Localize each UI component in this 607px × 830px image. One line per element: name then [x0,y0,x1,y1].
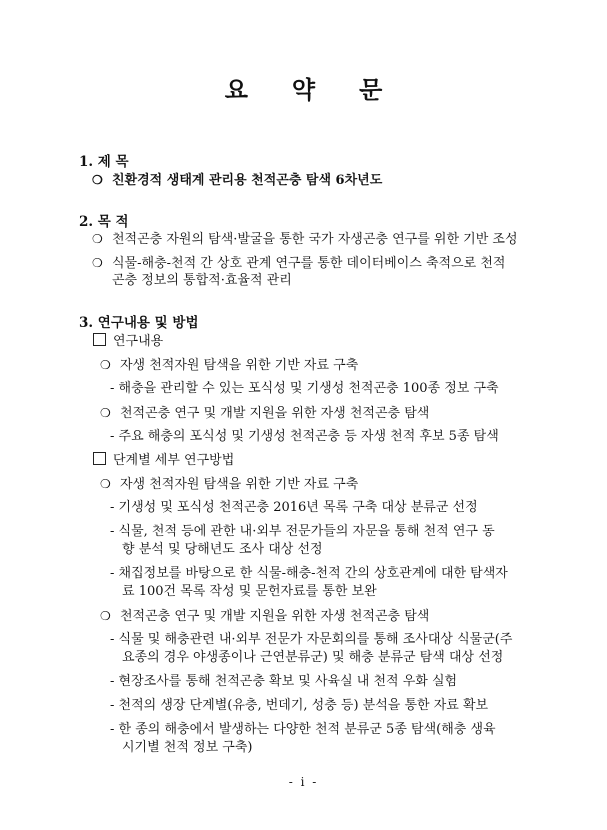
section-3-heading: 3. 연구내용 및 방법 [79,315,199,331]
box-heading-text: 연구내용 [113,334,164,349]
method-subitem-cont: 료 100건 목록 작성 및 문헌자료를 통한 보완 [122,584,377,599]
content-item-text: 자생 천적자원 탐색을 위한 기반 자료 구축 [120,358,359,373]
circle-bullet-icon: ❍ [100,609,111,623]
page-title [0,70,607,105]
section-2-item-cont: 곤충 정보의 통합적·효율적 관리 [112,273,292,288]
method-item [100,476,358,493]
content-item [100,357,358,374]
box-heading [93,452,234,469]
method-subitem: - 식물 및 해충관련 내·외부 전문가 자문회의를 통해 조사대상 식물군(주 [110,632,513,647]
title-char: 약 [291,75,316,104]
box-heading-text: 단계별 세부 연구방법 [113,453,235,468]
method-subitem-cont: 요종의 경우 야생종이나 근연분류군) 및 해충 분류군 탐색 대상 선정 [122,650,504,665]
method-subitem: - 천적의 생장 단계별(유충, 번데기, 성충 등) 분석을 통한 자료 확보 [110,698,489,713]
content-subitem: - 주요 해충의 포식성 및 기생성 천적곤충 등 자생 천적 후보 5종 탐색 [110,429,499,444]
method-item-text: 자생 천적자원 탐색을 위한 기반 자료 구축 [120,477,359,492]
section-2-heading: 2. 목 적 [79,214,129,230]
circle-bullet-icon: ❍ [100,406,111,420]
section-2-item [92,255,505,272]
method-item-text: 천적곤충 연구 및 개발 지원을 위한 자생 천적곤충 탐색 [120,609,430,624]
section-1-heading: 1. 제 목 [79,154,129,170]
content-item-text: 천적곤충 연구 및 개발 지원을 위한 자생 천적곤충 탐색 [120,406,430,421]
section-2-item [92,231,518,248]
page-number: - i - [288,775,319,789]
section-2-item-text: 식물-해충-천적 간 상호 관계 연구를 통한 데이터베이스 축적으로 천적 [112,256,506,271]
square-bullet-icon [93,333,106,346]
method-subitem: - 식물, 천적 등에 관한 내·외부 전문가들의 자문을 통해 천적 연구 동 [110,524,495,539]
section-2-item-text: 천적곤충 자원의 탐색·발굴을 통한 국가 자생곤충 연구를 위한 기반 조성 [112,232,518,247]
content-item [100,405,429,422]
box-heading [93,333,163,350]
method-subitem-cont: 향 분석 및 당해년도 조사 대상 선정 [122,542,323,557]
content-subitem: - 해충을 관리할 수 있는 포식성 및 기생성 천적곤충 100종 정보 구축 [110,381,499,396]
title-char: 요 [224,75,248,104]
circle-bullet-icon: ❍ [100,477,111,491]
method-subitem-cont: 시기별 천적 정보 구축) [122,740,253,755]
method-subitem: - 기생성 및 포식성 천적곤충 2016년 목록 구축 대상 분류군 선정 [110,500,478,515]
method-item [100,608,429,625]
square-bullet-icon [93,452,106,465]
circle-bullet-icon: ❍ [100,358,111,372]
section-1-item [92,172,382,189]
title-char: 문 [359,75,383,104]
circle-bullet-icon: ❍ [92,173,103,187]
circle-bullet-icon: ❍ [92,256,103,270]
circle-bullet-icon: ❍ [92,232,103,246]
section-1-item-text: 친환경적 생태계 관리용 천적곤충 탐색 6차년도 [112,173,383,188]
method-subitem: - 채집정보를 바탕으로 한 식물-해충-천적 간의 상호관계에 대한 탐색자 [110,566,508,581]
method-subitem: - 현장조사를 통해 천적곤충 확보 및 사육실 내 천적 우화 실험 [110,674,458,689]
method-subitem: - 한 종의 해충에서 발생하는 다양한 천적 분류군 5종 탐색(해충 생육 [110,722,496,737]
